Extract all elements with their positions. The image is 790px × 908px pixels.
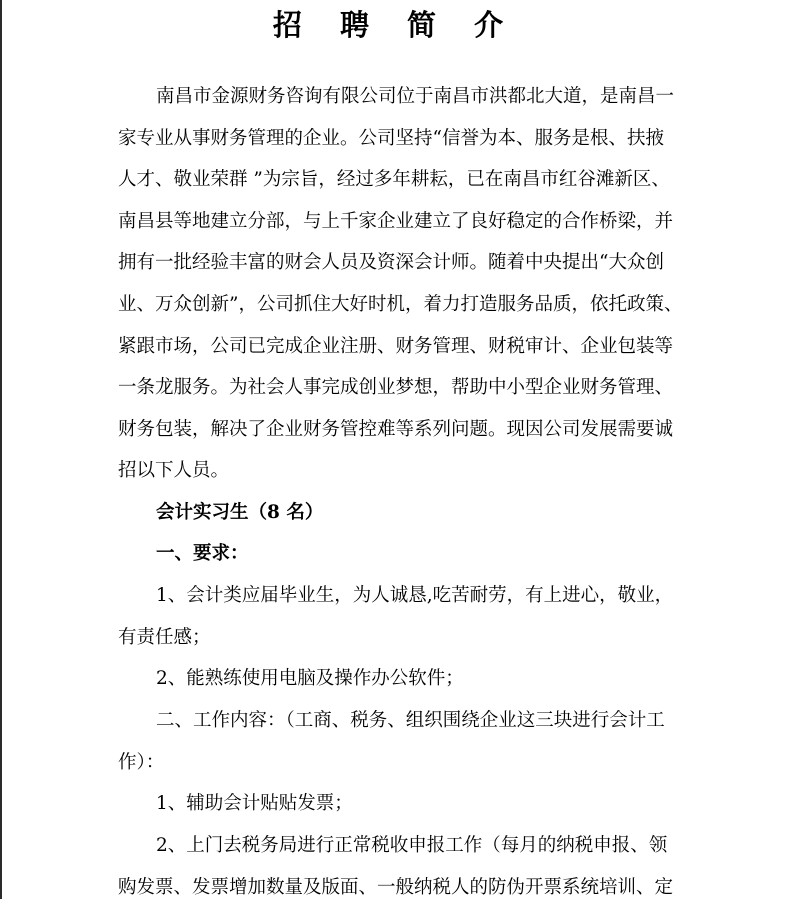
requirements-heading — [118, 533, 678, 575]
requirement-1 — [118, 575, 678, 658]
duty-1 — [118, 783, 678, 825]
requirement-line: 有责任感； — [118, 626, 211, 648]
requirement-2 — [118, 658, 678, 700]
intro-paragraph — [118, 76, 683, 492]
intro-line: 业、万众创新”，公司抓住大好时机，着力打造服务品质，依托政策、 — [118, 293, 683, 315]
intro-line: 南昌县等地建立分部，与上千家企业建立了良好稳定的合作桥梁，并 — [118, 210, 674, 232]
position-title-text: 会计实习生（8 名） — [156, 502, 324, 523]
duty-line: 购发票、发票增加数量及版面、一般纳税人的防伪开票系统培训、定 — [118, 876, 674, 898]
intro-line: 家专业从事财务管理的企业。公司坚持“信誉为本、服务是根、扶掖 — [118, 127, 664, 149]
document-title: 招 聘 简 介 — [272, 8, 518, 42]
intro-line: 财务包装，解决了企业财务管控难等系列问题。现因公司发展需要诚 — [118, 418, 674, 440]
duties-heading-line: 作）： — [118, 751, 165, 773]
intro-line: 一条龙服务。为社会人事完成创业梦想，帮助中小型企业财务管理、 — [118, 377, 674, 399]
intro-line: 招以下人员。 — [118, 460, 230, 482]
position-title — [118, 492, 678, 534]
duty-line: 1、辅助会计贴贴发票； — [156, 793, 353, 814]
duty-line: 2、上门去税务局进行正常税收申报工作（每月的纳税申报、领 — [156, 835, 668, 856]
intro-line: 紧跟市场，公司已完成企业注册、财务管理、财税审计、企业包装等 — [118, 335, 674, 357]
requirement-line: 2、能熟练使用电脑及操作办公软件； — [156, 668, 464, 689]
duties-heading — [118, 700, 678, 783]
duties-heading-line: 二、工作内容：（工商、税务、组织围绕企业这三块进行会计工 — [156, 710, 665, 731]
requirements-heading-text: 一、要求： — [156, 543, 249, 564]
intro-line: 南昌市金源财务咨询有限公司位于南昌市洪都北大道，是南昌一 — [156, 86, 675, 107]
duty-2 — [118, 825, 678, 908]
requirement-line: 1、会计类应届毕业生，为人诚恳,吃苦耐劳，有上进心，敬业， — [156, 585, 674, 606]
intro-line: 人才、敬业荣群 ”为宗旨，经过多年耕耘，已在南昌市红谷滩新区、 — [118, 169, 670, 191]
intro-line: 拥有一批经验丰富的财会人员及资深会计师。随着中央提出“大众创 — [118, 252, 664, 274]
